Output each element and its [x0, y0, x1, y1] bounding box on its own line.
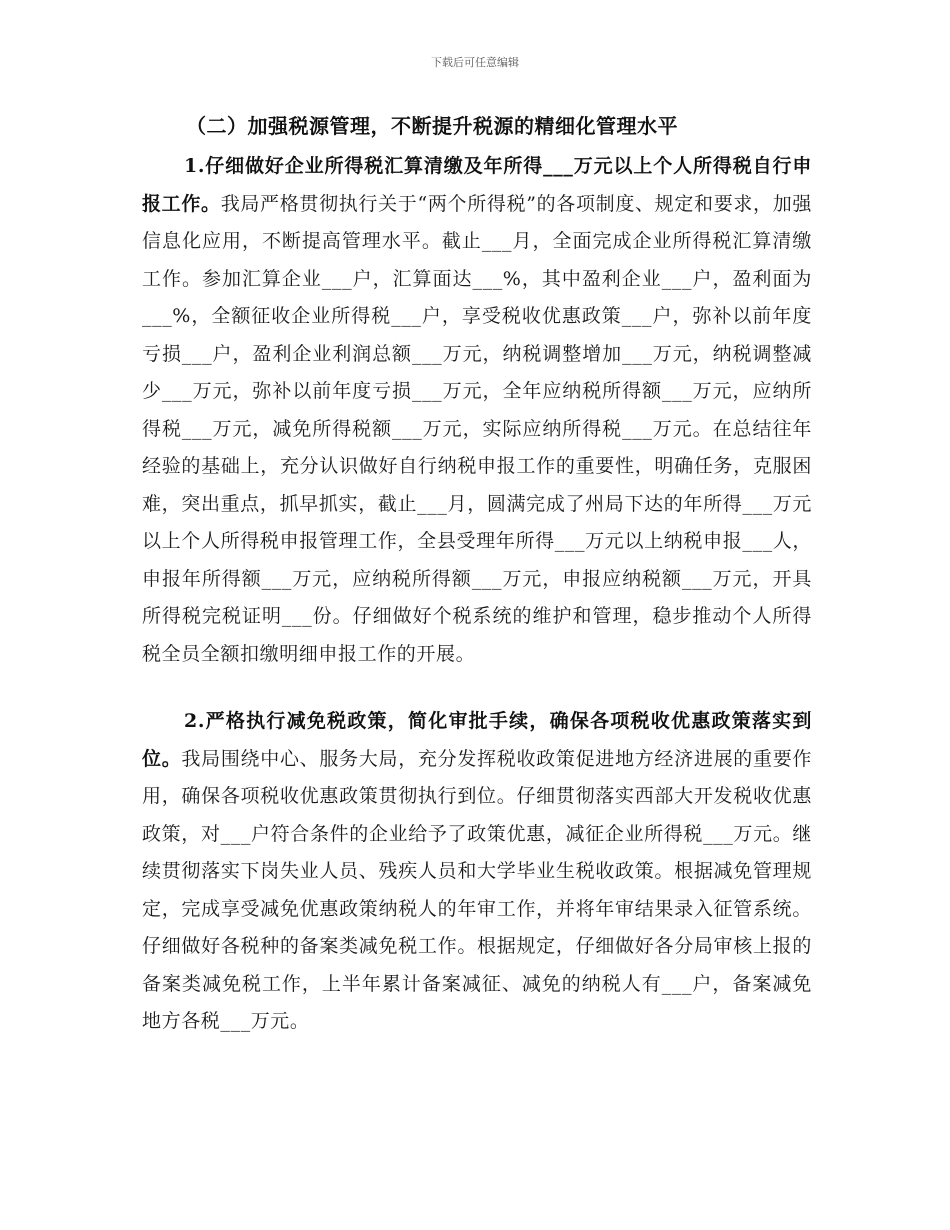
paragraph-body: 我局围绕中心、服务大局，充分发挥税收政策促进地方经济进展的重要作用，确保各项税收优惠政策贯彻执行到位。仔细贯彻落实西部大开发税收优惠政策，对___户符合条件的企业给予了政策优惠，减征企业所得税___万元。继续贯彻落实下岗失业人员、残疾人员和大学毕业生税收政策。根据减免管理规定，完成享受减免优惠政策纳税人的年审工作，并将年审结果录入征管系统。仔细做好各税种的备案类减免税工作。根据规定，仔细做好各分局审核上报的备案类减免税工作，上半年累计备案减征、减免的纳税人有___户，备案减免地方各税___万元。: [142, 747, 812, 1032]
paragraph-income-tax: [142, 148, 812, 673]
paragraph-body: 我局严格贯彻执行关于“两个所得税”的各项制度、规定和要求，加强信息化应用，不断提高管理水平。截止___月，全面完成企业所得税汇算清缴工作。参加汇算企业___户，汇算面达___%，其中盈利企业___户，盈利面为___%，全额征收企业所得税___户，享受税收优惠政策___户，弥补以前年度亏损___户，盈利企业利润总额___万元，纳税调整增加___万元，纳税调整减少___万元，弥补以前年度亏损___万元，全年应纳税所得额___万元，应纳所得税___万元，减免所得税额___万元，实际应纳所得税___万元。在总结往年经验的基础上，充分认识做好自行纳税申报工作的重要性，明确任务，克服困难，突出重点，抓早抓实，截止___月，圆满完成了州局下达的年所得___万元以上个人所得税申报管理工作，全县受理年所得___万元以上纳税申报___人，申报年所得额___万元，应纳税所得额___万元，申报应纳税额___万元，开具所得税完税证明___份。仔细做好个税系统的维护和管理，稳步推动个人所得税全员全额扣缴明细申报工作的开展。: [142, 192, 812, 665]
header-note: 下载后可任意编辑: [431, 56, 519, 69]
paragraph-lead: 1.仔细做好企业所得税汇算清缴及年所得___万元以上个人所得税自行申报工作。: [142, 155, 812, 215]
section-title: （二）加强税源管理，不断提升税源的精细化管理水平: [186, 114, 678, 138]
paragraph-lead: 2.严格执行减免税政策，简化审批手续，确保各项税收优惠政策落实到位。: [142, 710, 812, 770]
paragraph-tax-exemption: [142, 703, 812, 1041]
